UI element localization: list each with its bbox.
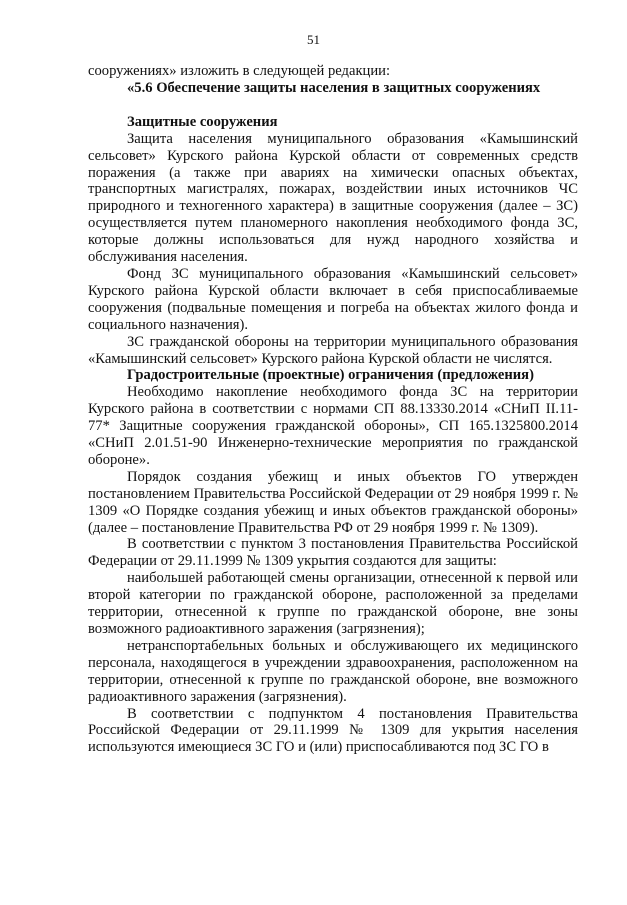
paragraph: В соответствии с пунктом 3 постановления Правительства Российской Федерации от 29.11.1999 № 1309 укрытия создаются для защиты: [88, 536, 578, 570]
heading-urban-planning-restrictions: Градостроительные (проектные) ограничения (предложения) [127, 367, 534, 384]
paragraph: Порядок создания убежищ и иных объектов ГО утвержден постановлением Правительства Российской Федерации от 29 ноября 1999 г. № 1309 «О Порядке создания убежищ и иных объектов гражданской обороны» (далее – постановление Правительства РФ от 29 ноября 1999 г. № 1309). [88, 468, 578, 536]
paragraph: Защита населения муниципального образования «Камышинский сельсовет» Курского района Курской области от современных средств поражения (а также при авариях на химически опасных объектах, транспортных магистралях, пожарах, воздействии иных источников ЧС природного и техногенного характера) в защитные сооружения (далее – ЗС) осуществляется путем планомерного накопления необходимого фонда ЗС, которые должны использоваться для нужд народного хозяйства и обслуживания населения. [88, 130, 578, 266]
paragraph: ЗС гражданской обороны на территории муниципального образования «Камышинский сельсовет» Курского района Курской области не числятся. [88, 333, 578, 367]
list-item: наибольшей работающей смены организации, отнесенной к первой или второй категории по гражданской обороне, расположенной за пределами территории, отнесенной к группе по гражданской обороне, вне зоны возможного радиоактивного заражения (загрязнения); [88, 570, 578, 637]
paragraph: Необходимо накопление необходимого фонда ЗС на территории Курского района в соответствии с нормами СП 88.13330.2014 «СНиП II.11-77* Защитные сооружения гражданской обороны», СП 165.1325800.2014 «СНиП 2.01.51-90 Инженерно-технические мероприятия по гражданской обороне». [88, 384, 578, 468]
document-body [88, 63, 578, 756]
section-title: «5.6 Обеспечение защиты населения в защитных сооружениях [127, 79, 541, 96]
page-number: 51 [307, 32, 320, 47]
list-item: нетранспортабельных больных и обслуживающего их медицинского персонала, находящегося в учреждении здравоохранения, расположенном на территории, отнесенной к группе по гражданской обороне, вне возможного радиоактивного заражения (загрязнения). [88, 637, 578, 705]
final-paragraph: В соответствии с подпунктом 4 постановления Правительства Российской Федерации от 29.11.1999 № 1309 для укрытия населения используются имеющиеся ЗС ГО и (или) приспосабливаются под ЗС ГО в [88, 705, 578, 756]
lead-line: сооружениях» изложить в следующей редакции: [88, 63, 391, 79]
heading-protective-structures: Защитные сооружения [127, 113, 278, 130]
paragraph: Фонд ЗС муниципального образования «Камышинский сельсовет» Курского района Курской области включает в себя приспосабливаемые сооружения (подвальные помещения и погреба на объектах жилого фонда и социального назначения). [88, 265, 578, 333]
spacer [88, 97, 578, 114]
